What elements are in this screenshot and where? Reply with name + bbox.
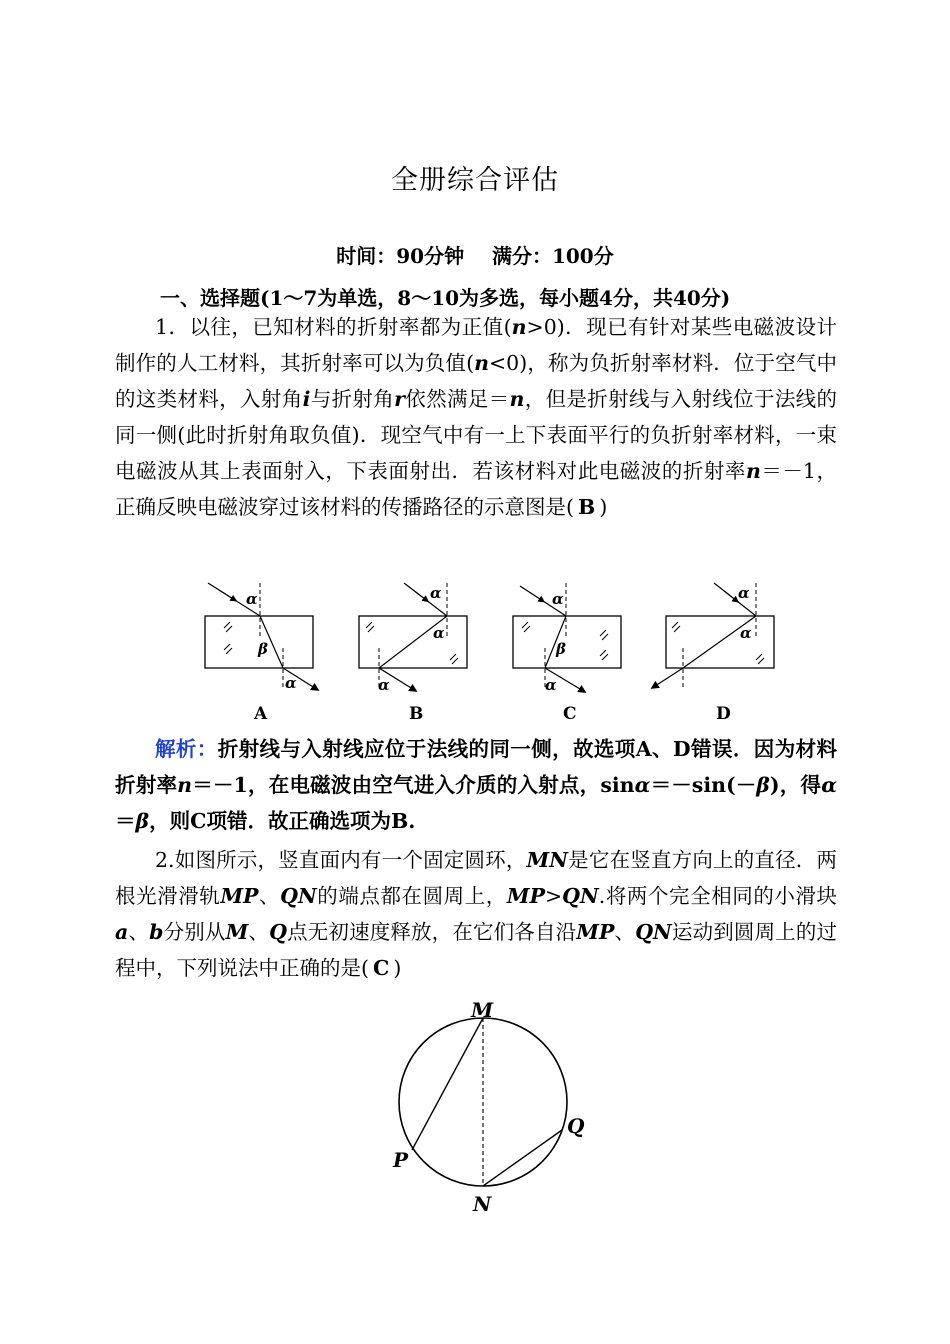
alpha-label: α bbox=[430, 584, 442, 602]
option-label-c: C bbox=[563, 704, 577, 724]
point-n: N bbox=[473, 1192, 492, 1216]
exam-meta bbox=[0, 240, 950, 269]
q2-answer: C bbox=[373, 956, 390, 980]
alpha-label: α bbox=[433, 624, 445, 642]
beta-label: β bbox=[258, 640, 268, 658]
option-label-a: A bbox=[254, 704, 268, 724]
point-p: P bbox=[393, 1148, 409, 1172]
alpha-label: α bbox=[552, 590, 564, 608]
option-label-b: B bbox=[409, 704, 424, 724]
q1-answer: B bbox=[578, 495, 596, 519]
question-2: 2.如图所示，竖直面内有一个固定圆环，MN是它在竖直方向上的直径．两根光滑滑轨MP、QN的端点都在圆周上，MP>QN.将两个完全相同的小滑块a、b分别从M、Q点无初速度释放，在它们各自沿MP、QN运动到圆周上的过程中，下列说法中正确的是( C ) bbox=[115, 848, 838, 980]
beta-label: β bbox=[556, 640, 566, 658]
alpha-label: α bbox=[740, 624, 752, 642]
section-heading: 一、选择题(1～7为单选，8～10为多选，每小题4分，共40分) bbox=[160, 286, 731, 310]
time-label: 时间： bbox=[336, 244, 397, 268]
q1-number: 1． bbox=[155, 315, 190, 339]
diagram-b bbox=[359, 583, 467, 724]
alpha-label: α bbox=[246, 590, 258, 608]
question-1: 1．以往，已知材料的折射率都为正值(n>0)．现已有针对某些电磁波设计制作的人工材料，其折射率可以为负值(n<0)，称为负折射率材料．位于空气中的这类材料，入射角i与折射角r依然满足＝n，但是折射线与入射线位于法线的同一侧(此时折射角取负值)．现空气中有一上下表面平行的负折射率材料，一束电磁波从其上表面射入，下表面射出．若该材料对此电磁波的折射率n＝－1，正确反映电磁波穿过该材料的传播路径的示意图是( B ) bbox=[115, 315, 838, 519]
page-title: 全册综合评估 bbox=[391, 165, 559, 196]
circle-figure bbox=[385, 995, 595, 1220]
alpha-label: α bbox=[378, 676, 390, 694]
analysis-label: 解析： bbox=[155, 737, 218, 761]
diagram-a bbox=[205, 583, 318, 724]
diagram-c bbox=[513, 583, 621, 724]
point-m: M bbox=[471, 998, 494, 1022]
alpha-label: α bbox=[545, 676, 557, 694]
diagram-d bbox=[652, 583, 774, 724]
score-value: 100分 bbox=[551, 244, 614, 268]
score-label: 满分： bbox=[491, 244, 552, 268]
q2-number: 2. bbox=[155, 848, 175, 872]
refraction-figure bbox=[190, 578, 790, 728]
time-value: 90分钟 bbox=[396, 244, 465, 268]
point-q: Q bbox=[567, 1114, 585, 1138]
alpha-label: α bbox=[285, 674, 297, 692]
alpha-label: α bbox=[738, 584, 750, 602]
option-label-d: D bbox=[716, 704, 731, 724]
analysis: 解析：折射线与入射线应位于法线的同一侧，故选项A、D错误．因为材料折射率n＝－1，在电磁波由空气进入介质的入射点，sinα＝－sin(－β)，得α＝β，则C项错．故正确选项为B. bbox=[115, 737, 838, 833]
